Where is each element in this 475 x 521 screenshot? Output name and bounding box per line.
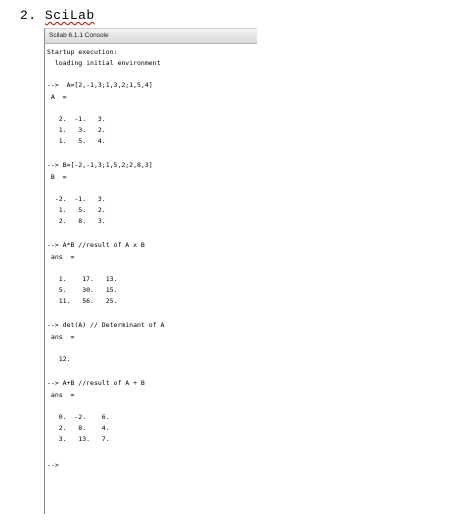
- console-line: -2. -1. 3.: [47, 195, 106, 203]
- console-line: ans =: [47, 333, 75, 341]
- window-titlebar: [45, 28, 257, 44]
- console-line: 1. 5. 2.: [47, 206, 106, 214]
- console-input-prompt[interactable]: -->: [47, 461, 59, 469]
- console-prompt-line: --> A+B //result of A + B: [47, 379, 145, 387]
- page-heading: [20, 8, 95, 23]
- console-prompt-line: --> A=[2,-1,3;1,3,2;1,5,4]: [47, 81, 153, 89]
- console-line: B =: [47, 173, 67, 181]
- console-line: ans =: [47, 391, 75, 399]
- heading-title: SciLab: [44, 8, 95, 23]
- console-line: loading initial environment: [47, 59, 161, 67]
- window-title: Scilab 6.1.1 Console: [49, 32, 109, 39]
- console-line: 1. 5. 4.: [47, 137, 106, 145]
- console-line: 3. 13. 7.: [47, 435, 110, 443]
- console-line: 0. -2. 6.: [47, 413, 110, 421]
- console-line: 2. 8. 3.: [47, 217, 106, 225]
- console-prompt-line: --> det(A) // Determinant of A: [47, 321, 165, 329]
- console-line: 2. 8. 4.: [47, 424, 110, 432]
- heading-number: 2.: [20, 8, 37, 23]
- console-line: 11. 56. 25.: [47, 297, 118, 305]
- console-line: 12.: [47, 355, 71, 363]
- console-line: 2. -1. 3.: [47, 115, 106, 123]
- console-line: 5. 30. 15.: [47, 286, 118, 294]
- console-line: 1. 17. 13.: [47, 275, 118, 283]
- console-prompt-line: --> A*B //result of A x B: [47, 241, 145, 249]
- console-line: Startup execution:: [47, 48, 118, 56]
- scilab-console-window: [44, 28, 257, 514]
- console-prompt-line: --> B=[-2,-1,3;1,5,2;2,8,3]: [47, 161, 153, 169]
- console-line: A =: [47, 93, 67, 101]
- console-line: ans =: [47, 253, 75, 261]
- console-line: 1. 3. 2.: [47, 126, 106, 134]
